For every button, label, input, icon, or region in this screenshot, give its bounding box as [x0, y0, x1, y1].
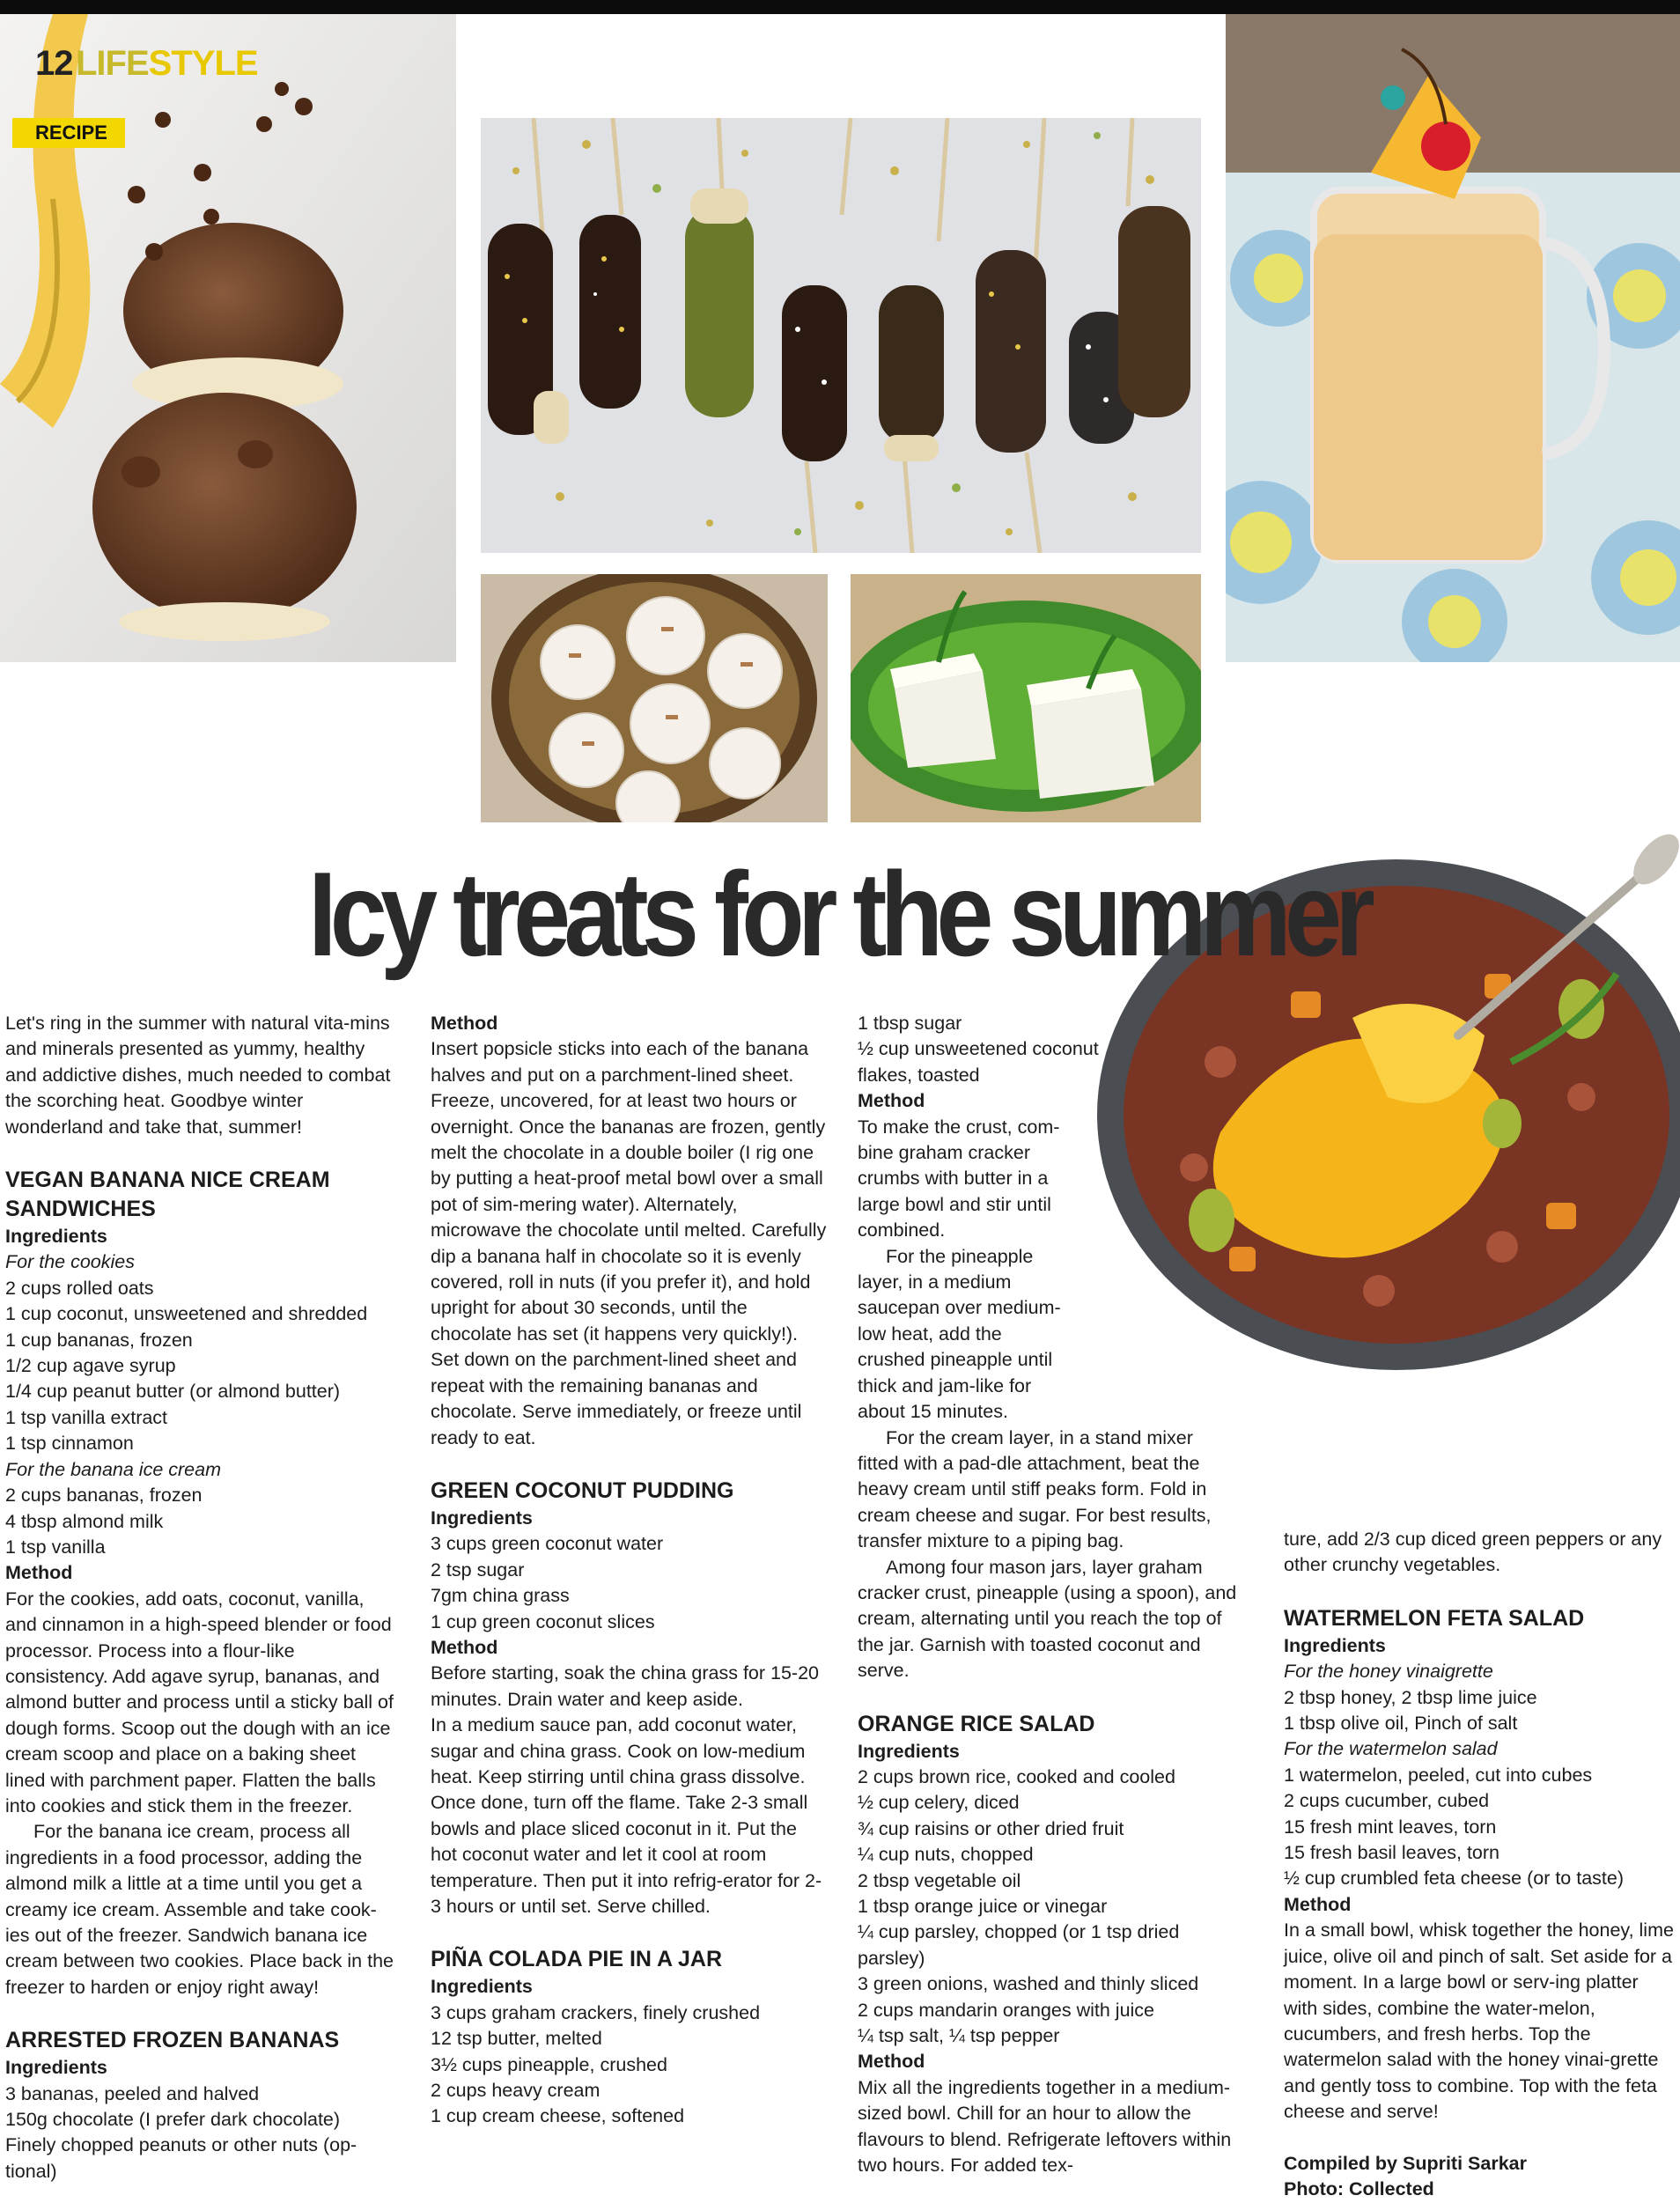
recipe-tag — [12, 118, 125, 148]
method-text: Among four mason jars, layer graham cracker crust, pineapple (using a spoon), and cream, alternating until you reach the top of the jar. Garnish with toasted coconut and serve. — [858, 1556, 1237, 1682]
method-heading-6: Method — [1284, 1893, 1352, 1915]
column-4 — [1284, 1527, 1675, 2202]
method-text: For the banana ice cream, process all ingredients in a food processor, adding the almond milk a little at a time until you get a creamy ice cream. Assemble and take cook-ies out of the freezer. Sandwich banana ice cream between two cookies. Place back in the freezer to harden or enjoy right away! — [5, 1821, 394, 1998]
ingredient: 12 tsp butter, melted — [431, 2028, 602, 2050]
ingredient: 3 cups green coconut water — [431, 1533, 664, 1555]
ingredient: ½ cup crumbled feta cheese (or to taste) — [1284, 1868, 1625, 1890]
ingredient: 2 cups bananas, frozen — [5, 1485, 203, 1507]
recipe-title-5: ORANGE RICE SALAD — [858, 1711, 1095, 1736]
ingredient: 7gm china grass — [431, 1585, 570, 1607]
method-heading-2: Method — [431, 1013, 498, 1034]
photo-cookie-sandwiches — [0, 14, 456, 662]
ingredient: ¼ tsp salt, ¼ tsp pepper — [858, 2025, 1060, 2047]
ingredient: ¾ cup raisins or other dried fruit — [858, 1817, 1124, 1839]
column-1 — [5, 1011, 394, 2185]
ingredient: 1 tbsp orange juice or vinegar — [858, 1896, 1108, 1917]
ingredients-heading-4: Ingredients — [431, 1976, 533, 1998]
ingredient: 2 cups mandarin oranges with juice — [858, 1999, 1155, 2021]
ingredient: 1 cup bananas, frozen — [5, 1329, 193, 1351]
recipe-title-4: PIÑA COLADA PIE IN A JAR — [431, 1947, 723, 1972]
subheading: For the watermelon salad — [1284, 1738, 1498, 1760]
ingredient: 1/2 cup agave syrup — [5, 1355, 176, 1377]
ingredient: 3 bananas, peeled and halved — [5, 2082, 260, 2104]
section-title — [76, 44, 258, 84]
recipe-title-2: ARRESTED FROZEN BANANAS — [5, 2028, 340, 2053]
method-text: ture, add 2/3 cup diced green peppers or any other crunchy vegetables. — [1284, 1529, 1662, 1576]
ingredient: 2 tbsp vegetable oil — [858, 1869, 1021, 1891]
subheading: For the cookies — [5, 1251, 135, 1273]
intro-text: Let's ring in the summer with natural vita-mins and minerals presented as yummy, healthy and addictive dishes, much needed to combat the scorching heat. Goodbye winter wonderland and take that, summer! — [5, 1013, 391, 1138]
column-3 — [858, 1011, 1245, 2178]
ingredient: ¼ cup nuts, chopped — [858, 1844, 1034, 1866]
ingredient: ½ cup celery, diced — [858, 1792, 1020, 1814]
method-heading-3: Method — [431, 1636, 498, 1658]
ingredient: 3 cups graham crackers, finely crushed — [431, 2001, 761, 2023]
photo-coconut-pudding — [851, 574, 1201, 822]
method-text: In a medium sauce pan, add coconut water, sugar and china grass. Cook on low-medium heat. Keep stirring until china grass dissolve. Once done, turn off the flame. Take 2-3 small bowls and place sliced coconut in it. Put the hot coconut water and let it cool at room temperature. Then put it into refrig-erator for 2-3 hours or until set. Serve chilled. — [431, 1714, 822, 1917]
ingredient: 1 tbsp sugar — [858, 1013, 962, 1034]
ingredient: 150g chocolate (I prefer dark chocolate) — [5, 2109, 341, 2131]
section-title-part1: LIFE — [76, 44, 149, 83]
photo-pineapple-smoothie — [1226, 14, 1680, 662]
recipe-title-3: GREEN COCONUT PUDDING — [431, 1477, 734, 1503]
page-number: 12 — [35, 44, 73, 83]
ingredient: ¼ cup parsley, chopped (or 1 tsp dried parsley) — [858, 1921, 1180, 1969]
method-text: Mix all the ingredients together in a medium-sized bowl. Chill for an hour to allow the flavours to blend. Refrigerate leftovers within two hours. For added tex- — [858, 2076, 1232, 2177]
ingredient: 1 tsp vanilla — [5, 1536, 106, 1558]
method-heading-4: Method — [858, 1090, 925, 1112]
ingredient: 1/4 cup peanut butter (or almond butter) — [5, 1381, 341, 1403]
ingredient: 2 tbsp honey, 2 tbsp lime juice — [1284, 1686, 1537, 1708]
photo-coconut-bowl — [481, 574, 828, 822]
method-heading-5: Method — [858, 2051, 925, 2073]
ingredient: Finely chopped peanuts or other nuts (op-tional) — [5, 2134, 357, 2182]
section-title-part2: STYLE — [148, 44, 258, 83]
method-text: Insert popsicle sticks into each of the banana halves and put on a parchment-lined sheet. Freeze, uncovered, for at least two hours or overnight. Once the bananas are frozen, gently melt the chocolate in a double boiler (I rig one by putting a heat-proof metal bowl over a small pot of sim-mering water). Alternately, microwave the chocolate until melted. Carefully dip a banana half in chocolate so it is evenly covered, roll in nuts (if you prefer it), and hold upright for about 30 seconds, until the chocolate has set (it happens very quickly!). Set down on the parchment-lined sheet and repeat with the remaining bananas and chocolate. Serve immediately, or freeze until ready to eat. — [431, 1038, 827, 1448]
ingredient: 4 tbsp almond milk — [5, 1510, 164, 1532]
ingredient: 1 cup green coconut slices — [431, 1610, 655, 1632]
ingredient: 3 green onions, washed and thinly sliced — [858, 1973, 1199, 1995]
ingredient: 2 cups rolled oats — [5, 1277, 154, 1299]
ingredients-heading-1: Ingredients — [5, 1226, 107, 1248]
method-text: Before starting, soak the china grass for 15-20 minutes. Drain water and keep aside. — [431, 1662, 819, 1710]
method-text: For the pineapple layer, in a medium saucepan over medium-low heat, add the crushed pineapple until thick and jam-like for about 15 minutes. — [858, 1245, 1061, 1423]
method-heading-1: Method — [5, 1562, 73, 1584]
ingredient: 1 tsp cinnamon — [5, 1433, 134, 1455]
recipe-tag-label: RECIPE — [35, 122, 107, 144]
ingredient: ½ cup unsweetened coconut flakes, toasted — [858, 1038, 1099, 1086]
ingredient: 2 cups heavy cream — [431, 2080, 601, 2102]
top-bar — [0, 0, 1680, 14]
ingredients-heading-6: Ingredients — [1284, 1634, 1386, 1656]
credit-compiled: Compiled by Supriti Sarkar — [1284, 2152, 1527, 2174]
subheading: For the banana ice cream — [5, 1458, 221, 1480]
ingredient: 2 tsp sugar — [431, 1558, 525, 1580]
photo-frozen-bananas — [481, 118, 1201, 553]
column-2 — [431, 1011, 827, 2130]
recipe-title-6: WATERMELON FETA SALAD — [1284, 1605, 1585, 1631]
ingredient: 1 tsp vanilla extract — [5, 1406, 168, 1428]
ingredient: 2 cups brown rice, cooked and cooled — [858, 1765, 1175, 1787]
ingredient: 15 fresh basil leaves, torn — [1284, 1842, 1499, 1864]
method-text: To make the crust, com-bine graham cracker crumbs with butter in a large bowl and stir until combined. — [858, 1116, 1060, 1241]
ingredient: 1 watermelon, peeled, cut into cubes — [1284, 1764, 1593, 1786]
ingredients-heading-2: Ingredients — [5, 2057, 107, 2079]
method-text: In a small bowl, whisk together the honey, lime juice, olive oil and pinch of salt. Set aside for a moment. In a large bowl or serv-ing platter with sides, combine the water-melon, cucumbers, and fresh herbs. Top the watermelon salad with the honey vinai-grette and gently toss to combine. Top with the feta cheese and serve! — [1284, 1919, 1674, 2123]
ingredient: 1 tbsp olive oil, Pinch of salt — [1284, 1713, 1518, 1735]
headline: Icy treats for the summer — [308, 847, 1369, 981]
ingredient: 15 fresh mint leaves, torn — [1284, 1816, 1497, 1838]
method-text: For the cookies, add oats, coconut, vanilla, and cinnamon in a high-speed blender or food processor. Process into a flour-like consistency. Add agave syrup, bananas, and almond butter and process until a sticky ball of dough forms. Scoop out the dough with an ice cream scoop and place on a baking sheet lined with parchment paper. Flatten the balls into cookies and stick them in the freezer. — [5, 1588, 394, 1816]
method-text: For the cream layer, in a stand mixer fitted with a pad-dle attachment, beat the heavy cream until stiff peaks form. Fold in cream cheese and sugar. For best results, transfer mixture to a piping bag. — [858, 1426, 1212, 1552]
recipe-title-1: VEGAN BANANA NICE CREAM SANDWICHES — [5, 1168, 330, 1222]
ingredient: 1 cup coconut, unsweetened and shredded — [5, 1303, 368, 1325]
subheading: For the honey vinaigrette — [1284, 1661, 1493, 1683]
credit-photo: Photo: Collected — [1284, 2177, 1434, 2199]
ingredient: 1 cup cream cheese, softened — [431, 2105, 685, 2127]
ingredient: 3½ cups pineapple, crushed — [431, 2053, 667, 2075]
ingredients-heading-5: Ingredients — [858, 1740, 960, 1762]
ingredient: 2 cups cucumber, cubed — [1284, 1790, 1490, 1812]
ingredients-heading-3: Ingredients — [431, 1507, 533, 1529]
